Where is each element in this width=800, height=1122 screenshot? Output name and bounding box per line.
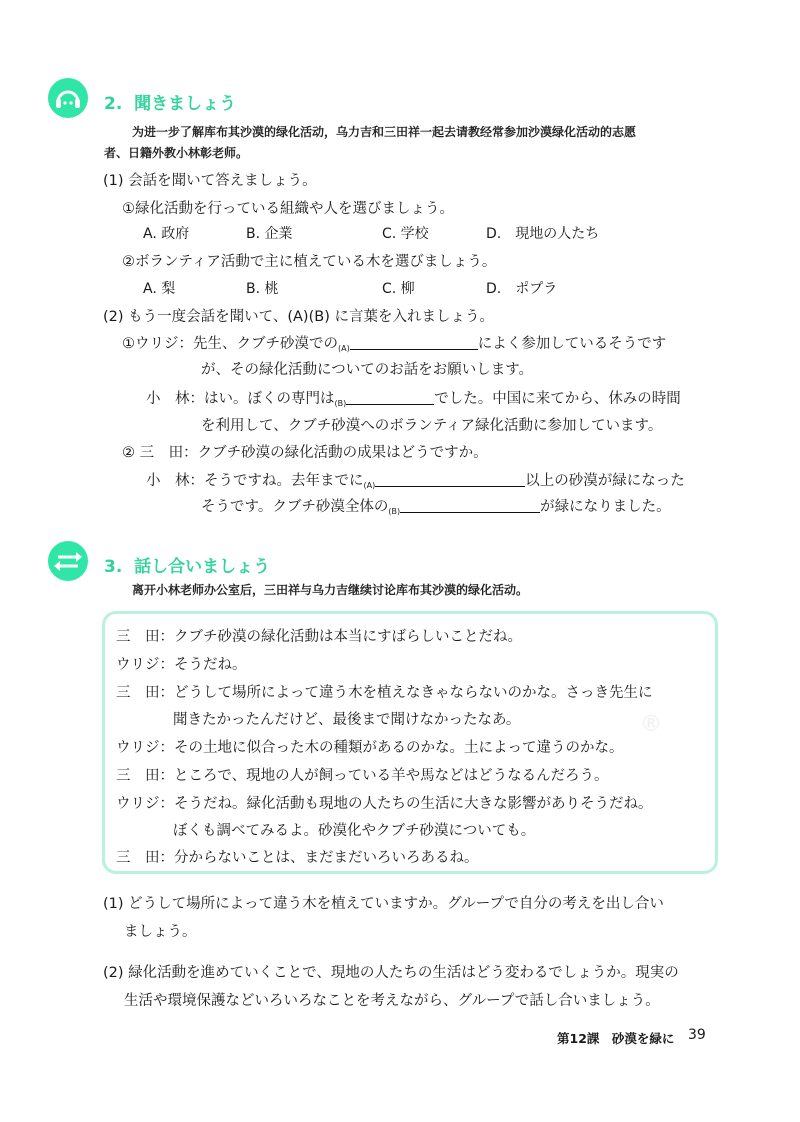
speaker: 三 田： [116,768,174,784]
speaker: ウリジ： [116,740,174,756]
question-2: (2) もう一度会話を聞いて、(A)(B) に言葉を入れましょう。 [103,309,494,325]
dialogue-line-2: 小 林：はい。ぼくの専門は$_{(B)}$ でした。中国に来てから、休みの時間 [146,391,681,408]
question-1-2: ②ボランティア活動で主に植えている木を選びましょう。 [122,254,497,270]
speaker: ①ウリジ： [122,336,193,352]
dialogue-line-2-cont: を利用して、クブチ砂漠へのボランティア緑化活動に参加しています。 [201,418,663,434]
section-3-title: 3. 話し合いましょう [104,557,271,577]
discussion-question-2-cont: 生活や環境保護などいろいろなことを考えながら、グループで話し合いましょう。 [124,993,660,1009]
option-b[interactable]: B. 桃 [246,281,279,297]
section-2-title: 2. 聞きましょう [104,94,237,114]
option-c[interactable]: C. 学校 [382,226,429,242]
dialogue-line-4-cont: そうです。クブチ砂漠全体の$_{(B)}$ が緑になりました。 [201,499,671,516]
page-number: 39 [688,1027,706,1043]
blank-b[interactable] [400,498,540,513]
dialogue-line-4: 小 林：そうですね。去年までに$_{(A)}$ 以上の砂漠が緑になった [146,473,685,490]
speaker: 三 田： [116,685,174,701]
discussion-question-1-cont: ましょう。 [124,924,197,940]
blank-a[interactable] [350,335,478,350]
speaker: 小 林： [146,473,204,489]
blank-b[interactable] [346,390,434,405]
exchange-arrows-icon [48,541,88,581]
option-d[interactable]: D. 現地の人たち [486,226,600,242]
speaker: 三 田： [116,629,174,645]
option-b[interactable]: B. 企業 [246,226,293,242]
question-1: (1) 会話を聞いて答えましょう。 [103,173,317,189]
lesson-title: 第12課 砂漠を緑に [557,1031,675,1046]
dialogue-line-1-cont: が、その緑化活動についてのお話をお願いします。 [201,362,534,378]
section-2-intro: 为进一步了解库布其沙漠的绿化活动，乌力吉和三田祥一起去请教经常参加沙漠绿化活动的志愿 者、日籍外教小林彰老师。 [104,125,637,160]
dialog-line: 三 田：ところで、現地の人が飼っている羊や馬などはどうなるんだろう。 [116,768,609,784]
speaker: ウリジ： [116,796,174,812]
option-a[interactable]: A. 梨 [143,281,176,297]
dialog-line: 三 田：どうして場所によって違う木を植えなきゃならないのかな。さっき先生に [116,685,653,701]
dialog-line: 三 田：クブチ砂漠の緑化活動は本当にすばらしいことだね。 [116,629,522,645]
option-a[interactable]: A. 政府 [143,226,190,242]
dialog-line-cont: 聞きたかったんだけど、最後まで聞けなかったなあ。 [173,712,521,728]
dialog-line: ウリジ：そうだね。緑化活動も現地の人たちの生活に大きな影響がありそうだね。 [116,796,653,812]
dialog-line: ウリジ：そうだね。 [116,657,247,673]
question-1-1: ①緑化活動を行っている組織や人を選びましょう。 [122,201,454,217]
option-d[interactable]: D. ポプラ [486,281,558,297]
dialog-line: 三 田：分からないことは、まだまだいろいろあるね。 [116,850,479,866]
discussion-question-1: (1) どうして場所によって違う木を植えていますか。グループで自分の考えを出し合い [103,896,664,912]
dialog-line-cont: ぼくも調べてみるよ。砂漠化やクブチ砂漠についても。 [173,823,536,839]
dialogue-line-1: ①ウリジ：先生、クブチ砂漠での$_{(A)}$ によく参加しているそうです [122,336,667,353]
dialog-line: ウリジ：その土地に似合った木の種類があるのかな。土によって違うのかな。 [116,740,624,756]
speaker: ② 三 田： [122,445,198,461]
discussion-question-2: (2) 緑化活動を進めていくことで、現地の人たちの生活はどう変わるでしょうか。現実の [103,965,679,981]
registered-mark-watermark: ® [640,712,662,737]
speaker: ウリジ： [116,657,174,673]
option-c[interactable]: C. 柳 [382,281,415,297]
headphones-icon [48,78,88,118]
blank-a[interactable] [375,472,525,487]
dialogue-line-3: ② 三 田：クブチ砂漠の緑化活動の成果はどうですか。 [122,445,488,461]
section-3-intro: 离开小林老师办公室后，三田祥与乌力吉继续讨论库布其沙漠的绿化活动。 [132,583,529,597]
speaker: 三 田： [116,850,174,866]
speaker: 小 林： [146,391,204,407]
